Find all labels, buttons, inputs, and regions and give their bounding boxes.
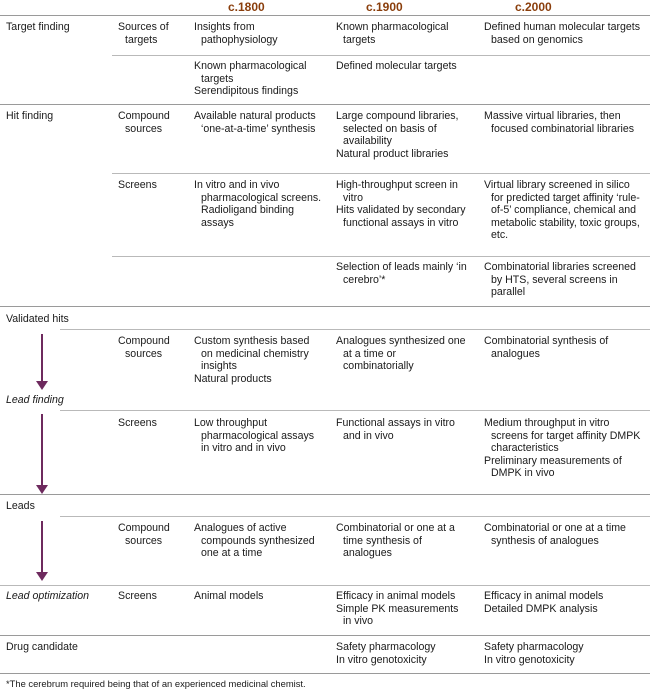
header-c1800: c.1800: [228, 0, 265, 14]
l2-1800: Animal models: [194, 590, 264, 602]
l1-2000: Combinatorial or one at a time synthesis of analogues: [484, 522, 626, 547]
arrow-lead-finding-to-leads: [36, 414, 48, 494]
label-screens: Screens: [118, 179, 157, 191]
v1-1800: Custom synthesis based on medicinal chemistry insights Natural products: [194, 335, 310, 385]
arrow-leads-to-optimization: [36, 521, 48, 581]
stage-target-finding: Target finding: [6, 21, 70, 33]
row-rule: [60, 329, 650, 330]
row-rule: [0, 585, 650, 586]
v2-2000: Medium throughput in vitro screens for target affinity DMPK characteristics Preliminary measurements of DMPK in vivo: [484, 417, 641, 480]
row-rule: [60, 516, 650, 517]
label-compound-sources-3: Compound sources: [118, 522, 170, 547]
row-rule: [112, 256, 650, 257]
d1-1900: Safety pharmacology In vitro genotoxicity: [336, 641, 436, 666]
row-rule: [60, 410, 650, 411]
t1-1800: Insights from pathophysiology: [194, 21, 278, 46]
h3-1900: Selection of leads mainly ‘in cerebro’*: [336, 261, 467, 286]
t1-1900: Known pharmacological targets: [336, 21, 449, 46]
header-rule: [0, 15, 650, 16]
h1-1900: Large compound libraries, selected on basis of availability Natural product libraries: [336, 110, 459, 160]
label-sources-of-targets: Sources of targets: [118, 21, 169, 46]
label-screens-2: Screens: [118, 417, 157, 429]
stage-drug-candidate: Drug candidate: [6, 641, 78, 653]
l2-2000: Efficacy in animal models Detailed DMPK analysis: [484, 590, 604, 615]
d1-2000: Safety pharmacology In vitro genotoxicity: [484, 641, 584, 666]
t2-1800: Known pharmacological targets Serendipitous findings: [194, 60, 307, 98]
t1-2000: Defined human molecular targets based on genomics: [484, 21, 641, 46]
v2-1900: Functional assays in vitro and in vivo: [336, 417, 455, 442]
h3-2000: Combinatorial libraries screened by HTS, several screens in parallel: [484, 261, 636, 299]
label-compound-sources-2: Compound sources: [118, 335, 170, 360]
label-compound-sources: Compound sources: [118, 110, 170, 135]
section-rule: [0, 494, 650, 495]
h2-1900: High-throughput screen in vitro Hits validated by secondary functional assays in vitro: [336, 179, 466, 229]
row-rule: [112, 173, 650, 174]
bottom-rule: [0, 673, 650, 674]
h2-2000: Virtual library screened in silico for predicted target affinity ‘rule-of-5’ compliance, chemical and metabolic stability, toxic groups, etc.: [484, 179, 640, 242]
h1-1800: Available natural products ‘one-at-a-time’ synthesis: [194, 110, 316, 135]
v2-1800: Low throughput pharmacological assays in vitro and in vivo: [194, 417, 315, 455]
stage-lead-finding: Lead finding: [6, 394, 64, 406]
arrow-validated-to-lead-finding: [36, 334, 48, 390]
header-c1900: c.1900: [366, 0, 403, 14]
h2-1800: In vitro and in vivo pharmacological screens. Radioligand binding assays: [194, 179, 322, 229]
l2-1900: Efficacy in animal models Simple PK measurements in vivo: [336, 590, 459, 628]
v1-2000: Combinatorial synthesis of analogues: [484, 335, 609, 360]
section-rule: [0, 104, 650, 105]
l1-1800: Analogues of active compounds synthesized one at a time: [194, 522, 315, 560]
t2-1900: Defined molecular targets: [336, 60, 457, 72]
stage-lead-optimization: Lead optimization: [6, 590, 90, 602]
stage-validated-hits: Validated hits: [6, 313, 69, 325]
row-rule: [112, 55, 650, 56]
footnote: *The cerebrum required being that of an experienced medicinal chemist.: [6, 678, 306, 689]
h1-2000: Massive virtual libraries, then focused combinatorial libraries: [484, 110, 635, 135]
stage-leads: Leads: [6, 500, 35, 512]
stage-hit-finding: Hit finding: [6, 110, 54, 122]
section-rule: [0, 635, 650, 636]
section-rule: [0, 306, 650, 307]
l1-1900: Combinatorial or one at a time synthesis of analogues: [336, 522, 455, 560]
header-c2000: c.2000: [515, 0, 552, 14]
label-screens-3: Screens: [118, 590, 157, 602]
v1-1900: Analogues synthesized one at a time or combinatorially: [336, 335, 466, 373]
